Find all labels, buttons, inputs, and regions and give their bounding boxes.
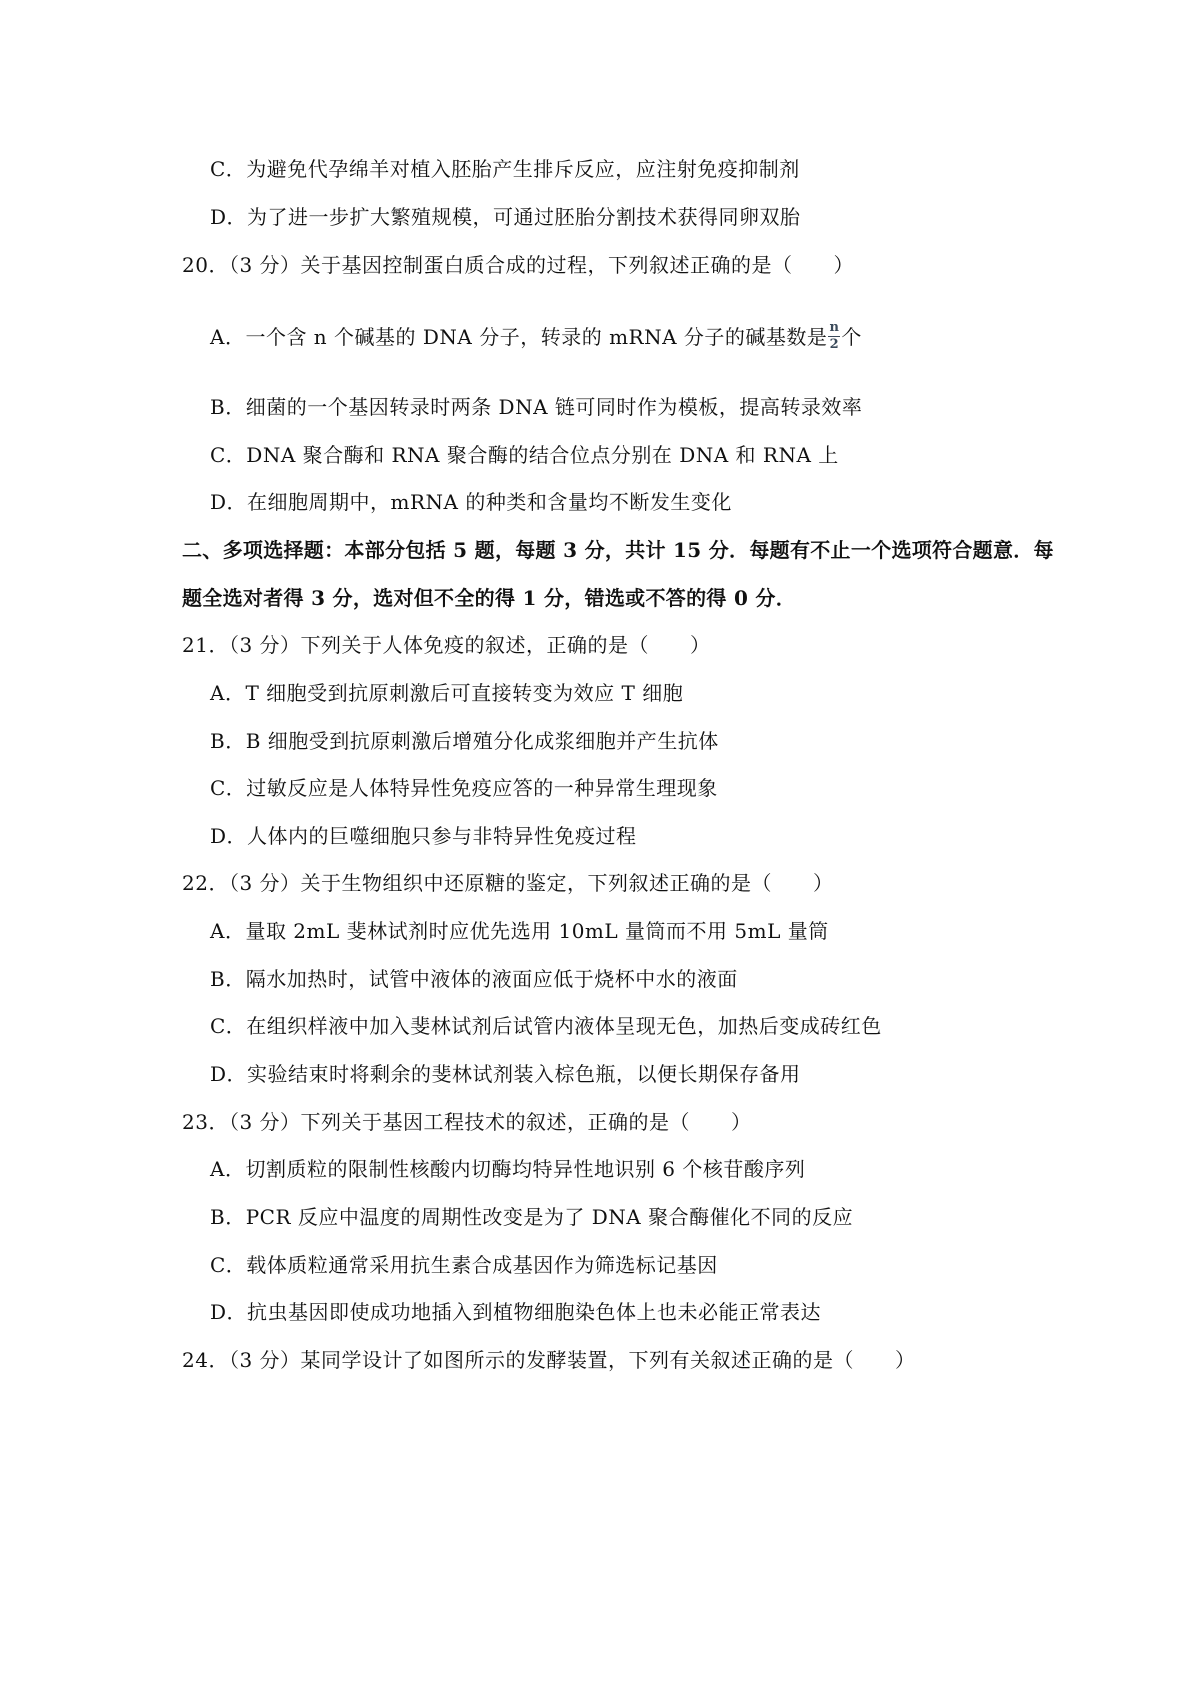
q22-option-c: C．在组织样液中加入斐林试剂后试管内液体呈现无色，加热后变成砖红色 xyxy=(210,1014,882,1038)
section-heading-line2: 题全选对者得 3 分，选对但不全的得 1 分，错选或不答的得 0 分． xyxy=(182,586,797,610)
q20-option-a-text: A．一个含 n 个碱基的 DNA 分子，转录的 mRNA 分子的碱基数是 xyxy=(210,325,828,349)
q22-stem: 22．（3 分）关于生物组织中还原糖的鉴定，下列叙述正确的是（ ） xyxy=(182,871,834,895)
fraction-numerator: n xyxy=(829,320,840,335)
q22-option-a: A．量取 2mL 斐林试剂时应优先选用 10mL 量筒而不用 5mL 量筒 xyxy=(210,919,829,943)
q21-option-a: A．T 细胞受到抗原刺激后可直接转变为效应 T 细胞 xyxy=(210,681,684,705)
q19-option-c: C．为避免代孕绵羊对植入胚胎产生排斥反应，应注射免疫抑制剂 xyxy=(210,157,800,181)
q20-option-a xyxy=(210,320,862,354)
q23-option-d: D．抗虫基因即使成功地插入到植物细胞染色体上也未必能正常表达 xyxy=(210,1300,822,1324)
q21-option-d: D．人体内的巨噬细胞只参与非特异性免疫过程 xyxy=(210,824,637,848)
fraction-n-over-2 xyxy=(828,321,840,352)
q23-option-a: A．切割质粒的限制性核酸内切酶均特异性地识别 6 个核苷酸序列 xyxy=(210,1157,806,1181)
q23-stem: 23．（3 分）下列关于基因工程技术的叙述，正确的是（ ） xyxy=(182,1110,752,1134)
fraction-denominator: 2 xyxy=(829,337,840,352)
q23-option-c: C．载体质粒通常采用抗生素合成基因作为筛选标记基因 xyxy=(210,1253,718,1277)
q20-option-c: C．DNA 聚合酶和 RNA 聚合酶的结合位点分别在 DNA 和 RNA 上 xyxy=(210,443,839,467)
q21-option-c: C．过敏反应是人体特异性免疫应答的一种异常生理现象 xyxy=(210,776,718,800)
q22-option-d: D．实验结束时将剩余的斐林试剂装入棕色瓶，以便长期保存备用 xyxy=(210,1062,801,1086)
q20-option-d: D．在细胞周期中，mRNA 的种类和含量均不断发生变化 xyxy=(210,490,732,514)
q20-stem: 20．（3 分）关于基因控制蛋白质合成的过程，下列叙述正确的是（ ） xyxy=(182,253,855,277)
q21-stem: 21．（3 分）下列关于人体免疫的叙述，正确的是（ ） xyxy=(182,633,711,657)
q20-option-b: B．细菌的一个基因转录时两条 DNA 链可同时作为模板，提高转录效率 xyxy=(210,395,863,419)
q24-stem: 24．（3 分）某同学设计了如图所示的发酵装置，下列有关叙述正确的是（ ） xyxy=(182,1348,916,1372)
q19-option-d: D．为了进一步扩大繁殖规模，可通过胚胎分割技术获得同卵双胎 xyxy=(210,205,801,229)
q23-option-b: B．PCR 反应中温度的周期性改变是为了 DNA 聚合酶催化不同的反应 xyxy=(210,1205,854,1229)
section-heading-line1: 二、多项选择题：本部分包括 5 题，每题 3 分，共计 15 分．每题有不止一个选项符合题意．每 xyxy=(182,538,1054,562)
q22-option-b: B．隔水加热时，试管中液体的液面应低于烧杯中水的液面 xyxy=(210,967,738,991)
q20-option-a-suffix: 个 xyxy=(841,325,862,349)
q21-option-b: B．B 细胞受到抗原刺激后增殖分化成浆细胞并产生抗体 xyxy=(210,729,719,753)
